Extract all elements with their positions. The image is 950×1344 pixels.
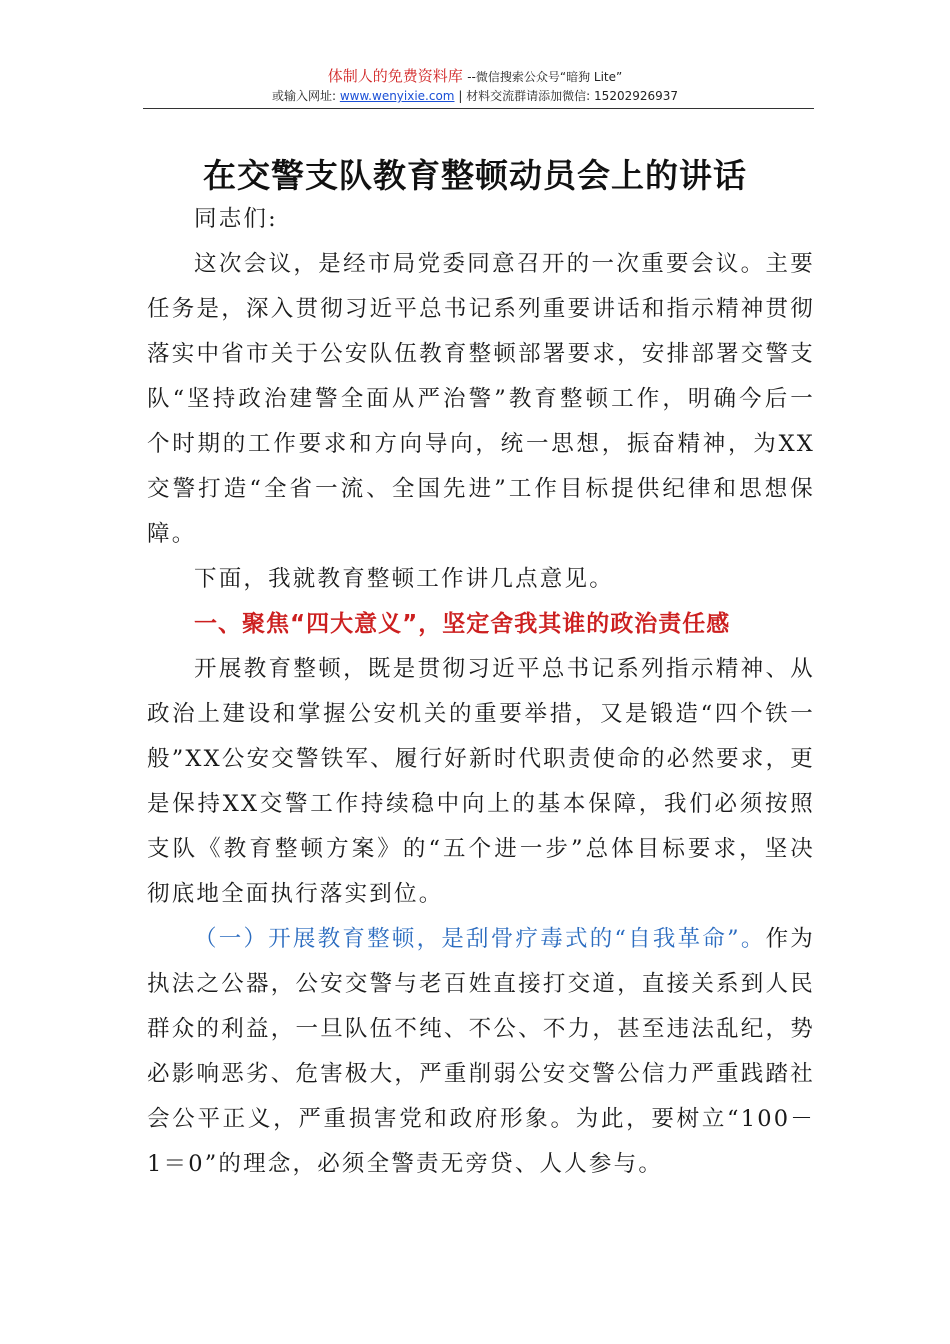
site-name: 体制人的免费资料库 xyxy=(327,67,463,85)
document-title: 在交警支队教育整顿动员会上的讲话 xyxy=(203,156,747,195)
header-divider xyxy=(143,108,814,109)
wechat-note: --微信搜索公众号“暗狗 Lite” xyxy=(467,70,623,84)
paragraph-intro: 这次会议，是经市局党委同意召开的一次重要会议。主要任务是，深入贯彻习近平总书记系列重要讲话和指示精神贯彻落实中省市关于公安队伍教育整顿部署要求，安排部署交警支队“坚持政治建警全面从严治警”教育整顿工作，明确今后一个时期的工作要求和方向导向，统一思想，振奋精神，为XX交警打造“全省一流、全国先进”工作目标提供纪律和思想保障。 xyxy=(147,251,815,547)
paragraph-transition: 下面，我就教育整顿工作讲几点意见。 xyxy=(194,566,614,592)
subsection-text-1: 作为执法之公器，公安交警与老百姓直接打交道，直接关系到人民群众的利益，一旦队伍不纯、不公、不力，甚至违法乱纪，势必影响恶劣、危害极大，严重削弱公安交警公信力严重践踏社会公平正义，严重损害党和政府形象。为此，要树立“100－1＝0”的理念，必须全警责无旁贷、人人参与。 xyxy=(147,926,815,1177)
document-body xyxy=(147,197,815,1187)
website-link[interactable]: www.wenyixie.com xyxy=(339,89,455,103)
section-heading-1: 一、聚焦“四大意义”，坚定舍我其谁的政治责任感 xyxy=(194,611,731,637)
paragraph-section-1: 开展教育整顿，既是贯彻习近平总书记系列指示精神、从政治上建设和掌握公安机关的重要举措，又是锻造“四个铁一般”XX公安交警铁军、履行好新时代职责使命的必然要求，更是保持XX交警工作持续稳中向上的基本保障，我们必须按照支队《教育整顿方案》的“五个进一步”总体目标要求，坚决彻底地全面执行落实到位。 xyxy=(147,656,815,907)
contact-info: | 材料交流群请添加微信: 15202926937 xyxy=(458,89,679,103)
subsection-heading-1: （一）开展教育整顿，是刮骨疗毒式的“自我革命”。 xyxy=(194,926,766,952)
url-prefix: 或输入网址: xyxy=(271,89,337,103)
header-line-2 xyxy=(0,87,950,105)
page-header xyxy=(0,66,950,105)
subsection-1 xyxy=(147,917,815,1187)
header-line-1 xyxy=(0,66,950,87)
salutation: 同志们: xyxy=(194,206,278,232)
